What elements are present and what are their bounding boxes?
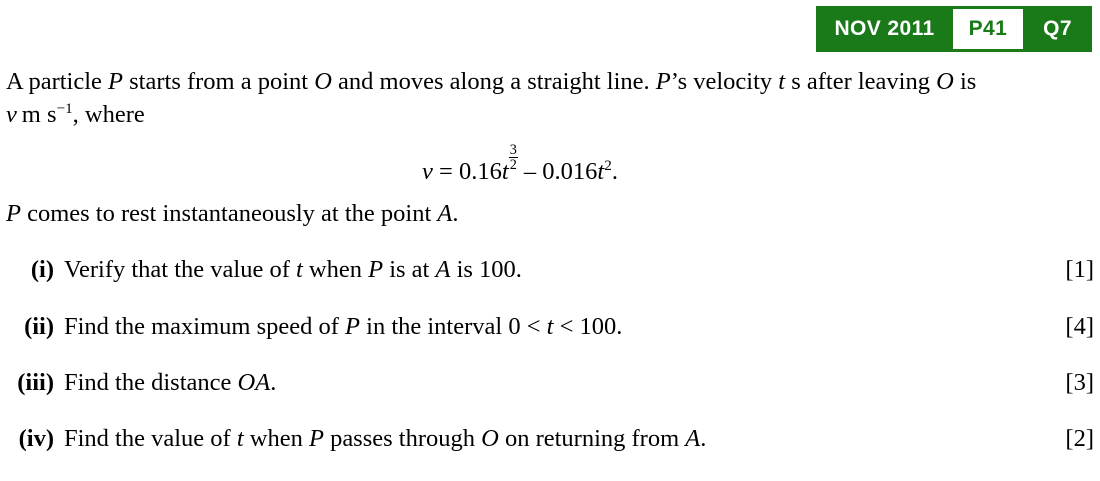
intro-symbol-t: t	[778, 68, 786, 95]
rest-symbol-A: A	[437, 199, 453, 227]
equation-period: .	[611, 157, 618, 185]
part-text-iv	[64, 424, 1045, 453]
question-reference-badge	[816, 6, 1092, 52]
part-ii-symbol-t: t	[546, 312, 554, 340]
part-text-ii	[64, 312, 1045, 341]
part-i-symbol-t: t	[295, 256, 303, 284]
part-ii-text-a: Find the maximum speed of	[64, 312, 346, 340]
part-label-iii: (iii)	[17, 369, 54, 397]
part-ii-symbol-P: P	[345, 312, 361, 340]
rest-text: comes to rest instantaneously at the point	[20, 199, 438, 227]
intro-symbol-P: P	[108, 68, 124, 95]
part-i-text-c: is at	[383, 256, 436, 284]
part-label-i: (i)	[30, 256, 54, 284]
equation-lhs: v	[422, 157, 433, 185]
fraction-numerator: 3	[509, 141, 517, 158]
intro-text-2: starts from a point	[123, 68, 315, 95]
intro-text-3: and moves along a straight line.	[331, 68, 656, 95]
badge-paper: P41	[953, 9, 1024, 49]
part-text-i	[64, 255, 1045, 284]
part-i-text-a: Verify that the value of	[64, 256, 296, 284]
question-part-iii	[6, 368, 1094, 397]
part-marks-i: [1]	[1065, 256, 1094, 284]
part-marks-iv: [2]	[1065, 425, 1094, 453]
rest-period: .	[452, 199, 459, 227]
part-iii-symbol-OA: OA	[237, 369, 271, 397]
part-i-symbol-A: A	[435, 256, 451, 284]
velocity-symbol: v	[6, 101, 17, 129]
equation-exponent-fraction	[509, 143, 518, 172]
intro-symbol-O-2: O	[936, 68, 954, 95]
part-text-iii	[64, 368, 1045, 397]
question-parts-list	[6, 255, 1094, 454]
question-intro-paragraph	[6, 66, 1094, 97]
velocity-units: m s	[21, 101, 57, 129]
equation-power-2: 2	[604, 156, 612, 174]
equation-minus-term: – 0.016	[523, 157, 598, 185]
intro-text-4: ’s velocity	[670, 68, 779, 95]
badge-question-number: Q7	[1023, 6, 1092, 52]
question-part-i	[6, 255, 1094, 284]
question-rest-paragraph	[6, 198, 1094, 229]
part-iv-symbol-A: A	[685, 425, 701, 453]
part-ii-text-b: in the interval 0 <	[360, 312, 547, 340]
part-iv-text-c: passes through	[323, 425, 482, 453]
rest-symbol-P: P	[6, 199, 21, 227]
part-iv-text-e: .	[700, 425, 707, 453]
intro-text-6: is	[953, 68, 977, 95]
intro-symbol-O: O	[314, 68, 332, 95]
part-i-text-d: is 100.	[450, 256, 522, 284]
fraction-denominator: 2	[509, 156, 517, 173]
part-iii-text-a: Find the distance	[64, 369, 238, 397]
intro-text-5: s after leaving	[785, 68, 937, 95]
part-i-symbol-P: P	[368, 256, 384, 284]
part-iv-text-d: on returning from	[498, 425, 686, 453]
intro-symbol-P-2: P	[655, 68, 671, 95]
part-marks-iii: [3]	[1065, 369, 1094, 397]
question-part-ii	[6, 312, 1094, 341]
velocity-units-exponent: −1	[56, 100, 73, 118]
part-iv-symbol-t: t	[236, 425, 244, 453]
part-iii-text-b: .	[270, 369, 277, 397]
equation-t-2: t	[597, 157, 605, 185]
intro-text-1: A particle	[6, 68, 109, 95]
part-iv-text-b: when	[243, 425, 309, 453]
part-label-ii: (ii)	[24, 312, 54, 340]
equation-eq: = 0.16	[439, 157, 502, 185]
part-iv-text-a: Find the value of	[64, 425, 237, 453]
question-units-line	[6, 99, 1094, 131]
equation-t-1: t	[501, 157, 509, 185]
question-part-iv	[6, 424, 1094, 453]
velocity-equation	[6, 141, 1094, 186]
part-marks-ii: [4]	[1065, 312, 1094, 340]
part-iv-symbol-P: P	[308, 425, 324, 453]
part-iv-symbol-O: O	[481, 425, 499, 453]
question-body	[6, 66, 1094, 481]
part-i-text-b: when	[302, 256, 369, 284]
badge-session: NOV 2011	[816, 6, 952, 52]
part-label-iv: (iv)	[18, 425, 54, 453]
part-ii-text-c: < 100.	[553, 312, 623, 340]
units-line-tail: , where	[72, 101, 145, 129]
